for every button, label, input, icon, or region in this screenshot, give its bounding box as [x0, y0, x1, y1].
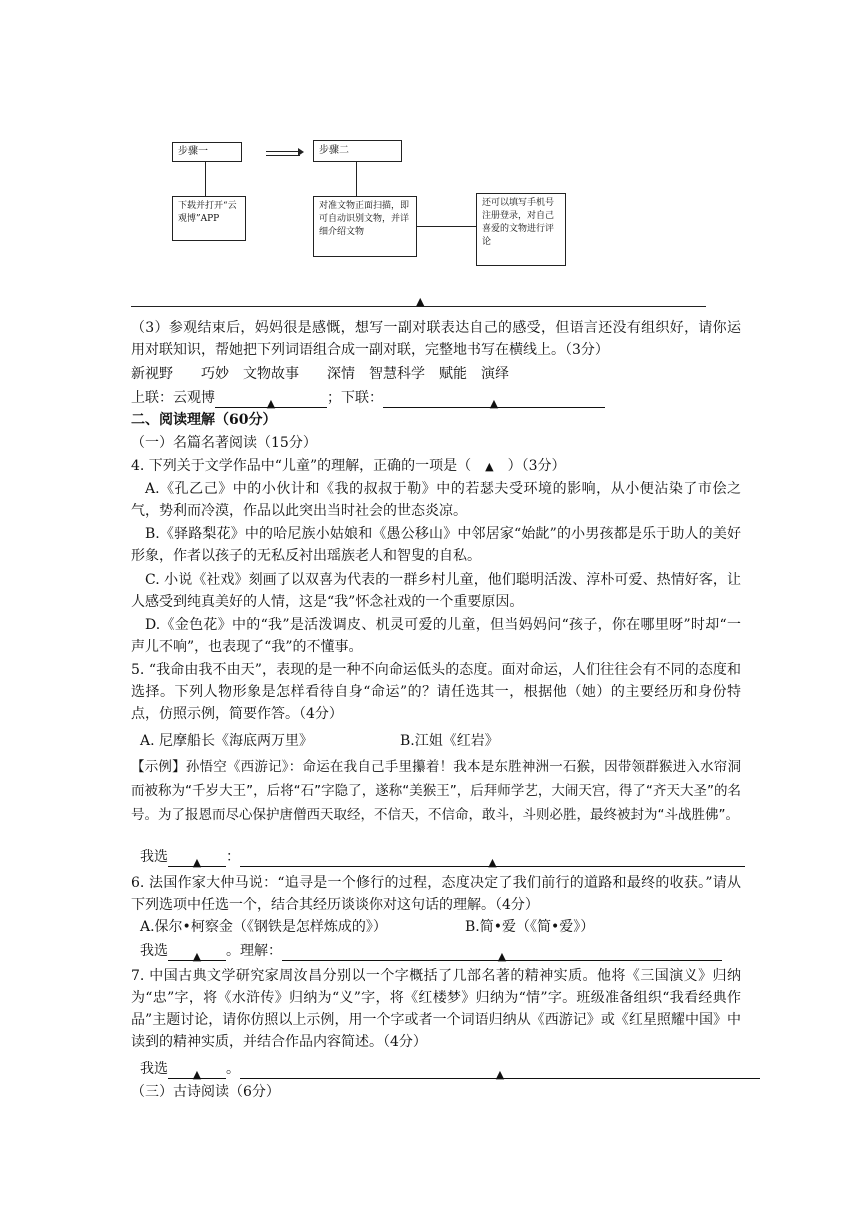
- q5-colon: ：: [226, 849, 240, 865]
- q6-mid-label: 。理解：: [226, 943, 282, 959]
- upper-couplet-label: 上联：云观博: [131, 390, 215, 406]
- q5-answer-row: [140, 847, 745, 867]
- answer-marker: ▲: [266, 397, 276, 410]
- q6-answer-row: [140, 941, 722, 961]
- answer-marker[interactable]: ▲: [485, 460, 494, 473]
- couplet-line: [131, 388, 605, 408]
- q7-choice-input[interactable]: [168, 1064, 226, 1079]
- flow-arrow-head: [298, 148, 304, 156]
- answer-marker: ▲: [192, 856, 202, 869]
- q4-stem-points: ）（3分）: [507, 458, 566, 474]
- q4-option-d: D.《金色花》中的“我”是活泼调皮、机灵可爱的儿童，但当妈妈问“孩子，你在哪里呀”时却“一声儿不响”，也表现了“我”的不懂事。: [131, 617, 741, 655]
- q6-answer-input[interactable]: [282, 946, 722, 961]
- q6-choice-input[interactable]: [168, 946, 226, 961]
- answer-marker: ▲: [489, 397, 499, 410]
- answer-marker: ▲: [192, 950, 202, 963]
- answer-marker: ▲: [416, 295, 425, 308]
- flow-arrow: [266, 151, 300, 156]
- flow-connector: [205, 162, 206, 196]
- choose-label: 我选: [140, 943, 168, 959]
- flow-box-download: 下载并打开“云观博”APP: [172, 196, 246, 241]
- q6-option-b: B.简•爱（《简•爱》）: [465, 919, 595, 935]
- answer-marker: ▲: [488, 856, 497, 869]
- answer-marker: ▲: [495, 1068, 505, 1081]
- q4-option-c: C. 小说《社戏》刻画了以双喜为代表的一群乡村儿童，他们聪明活泼、淳朴可爱、热情好客，让人感受到纯真美好的人情，这是“我”怀念社戏的一个重要原因。: [131, 572, 741, 610]
- q3-word-bank: 新视野 巧妙 文物故事 深情 智慧科学 赋能 演绎: [131, 366, 509, 382]
- flow-step-two: 步骤二: [313, 140, 402, 162]
- flow-connector: [417, 226, 476, 227]
- lower-couplet-label: 下联：: [341, 390, 383, 406]
- q3-prompt: （3）参观结束后，妈妈很是感慨，想写一副对联表达自己的感受，但语言还没有组织好，请你运用对联知识，帮她把下列词语组合成一副对联，完整地书写在横线上。（3分）: [131, 320, 741, 358]
- q5-answer-input[interactable]: [240, 852, 745, 867]
- q4-stem-text: 4. 下列关于文学作品中“儿童”的理解，正确的一项是（: [131, 458, 472, 474]
- q4-option-a: A.《孔乙己》中的小伙计和《我的叔叔于勒》中的若瑟夫受环境的影响，从小便沾染了市侩之气，势利而冷漠，作品以此突出当时社会的世态炎凉。: [131, 481, 741, 519]
- q5-option-a: A. 尼摩船长《海底两万里》: [140, 733, 314, 749]
- subsection-heading: （一）名篇名著阅读（15分）: [131, 435, 317, 451]
- q4-stem: [131, 456, 566, 477]
- flow-box-register: 还可以填写手机号注册登录，对自己喜爱的文物进行评论: [476, 193, 566, 266]
- lower-couplet-input[interactable]: [383, 393, 605, 408]
- q7-mid-label: 。: [226, 1061, 240, 1077]
- choose-label: 我选: [140, 849, 168, 865]
- q5-choice-input[interactable]: [168, 852, 226, 867]
- q7-answer-input[interactable]: [240, 1064, 760, 1079]
- q4-option-b: B.《驿路梨花》中的哈尼族小姑娘和《愚公移山》中邻居家“始龀”的小男孩都是乐于助人的美好形象，作者以孩子的无私反衬出瑶族老人和智叟的自私。: [131, 526, 741, 564]
- q5-prompt: 5. “我命由我不由天”，表现的是一种不向命运低头的态度。面对命运，人们往往会有不同的态度和选择。下列人物形象是怎样看待自身“命运”的？请任选其一，根据他（她）的主要经历和身份特点，仿照示例，简要作答。（4分）: [131, 662, 741, 722]
- flow-step-one: 步骤一: [172, 142, 242, 162]
- flow-connector: [356, 162, 357, 196]
- answer-marker: ▲: [497, 950, 507, 963]
- q7-answer-row: [140, 1059, 760, 1079]
- upper-couplet-input[interactable]: [215, 393, 327, 408]
- subsection-heading: （三）古诗阅读（6分）: [131, 1084, 280, 1100]
- q6-prompt: 6. 法国作家大仲马说：“追寻是一个修行的过程，态度决定了我们前行的道路和最终的收获。”请从下列选项中任选一个，结合其经历谈谈你对这句话的理解。（4分）: [131, 875, 741, 913]
- q6-option-a: A.保尔•柯察金（《钢铁是怎样炼成的》）: [140, 919, 387, 935]
- couplet-separator: ；: [327, 390, 341, 406]
- answer-marker: ▲: [192, 1068, 202, 1081]
- flow-box-scan: 对准文物正面扫描，即可自动识别文物，并详细介绍文物: [313, 196, 417, 257]
- choose-label: 我选: [140, 1061, 168, 1077]
- q5-option-b: B.江姐《红岩》: [400, 733, 499, 749]
- q7-prompt: 7. 中国古典文学研究家周汝昌分别以一个字概括了几部名著的精神实质。他将《三国演义》归纳为“忠”字，将《水浒传》归纳为“义”字，将《红楼梦》归纳为“情”字。班级准备组织“我看经典作品”主题讨论，请你仿照以上示例，用一个字或者一个词语归纳从《西游记》或《红星照耀中国》中读到的精神实质，并结合作品内容简述。（4分）: [131, 968, 741, 1050]
- q5-example: 【示例】孙悟空《西游记》：命运在我自己手里攥着！我本是东胜神洲一石猴，因带领群猴进入水帘洞而被称为“千岁大王”，后将“石”字隐了，遂称“美猴王”，后拜师学艺，大闹天宫，得了“齐天大圣”的名号。为了报恩而尽心保护唐僧西天取经，不信天，不信命，敢斗，斗则必胜，最终被封为“斗战胜佛”。: [131, 759, 741, 823]
- section-heading: 二、阅读理解（60分）: [131, 412, 277, 428]
